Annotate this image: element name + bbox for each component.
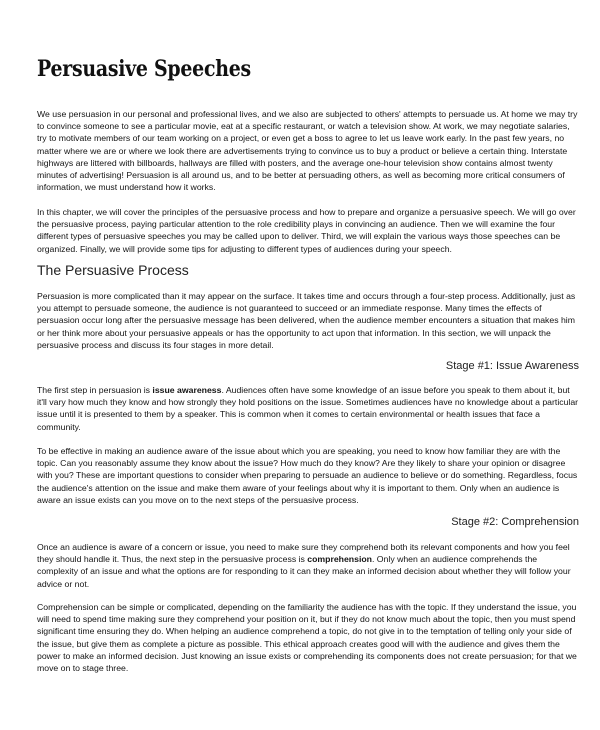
issue-awareness-term: issue awareness — [152, 385, 222, 395]
intro-paragraph-2: In this chapter, we will cover the principles of the persuasive process and how to prepare and organize a persuasive speech. We will go over the persuasive process, paying particular attention to the role credibility plays in convincing an audience. Then we will examine the four different types of persuasive speeches you may be called upon to deliver. Third, we will explain the various ways those speeches can be organized. Finally, we will provide some tips for adjusting to different types of audiences during your speech. — [37, 207, 576, 254]
process-paragraph-1: Persuasion is more complicated than it may appear on the surface. It takes time and occurs through a four-step process. Additionally, just as you attempt to persuade someone, the audience is not guaranteed to succeed or an immediate response. Many times the effects of persuasion occur long after the persuasive message has been delivered, when the audience member encounters a situation that makes him or her think more about your persuasive appeals or has the opportunity to act upon that information. In this section, we will unpack the persuasive process and discuss its four stages in more detail. — [37, 291, 576, 350]
comprehension-term: comprehension — [307, 554, 372, 565]
stage-2-paragraph-1: Once an audience is aware of a concern or issue, you need to make sure they comprehend both its relevant components and how you feel they should handle it. Thus, the next step in the persuasive process is comprehension. Only when an audience comprehends the complexity of an issue and what the options are for responding to it can they make an informed decision about whether they will follow your advice or not. — [37, 542, 571, 589]
stage-1-paragraph-2: To be effective in making an audience aware of the issue about which you are speaking, you need to know how familiar they are with the topic. Can you reasonably assume they know about the issue? How much do they know? Are they likely to share your opinion or disagree with you? These are important questions to consider when preparing to persuade an audience to believe or do something. Regardless, focus the audience's attention on the issue and make them aware of your feelings about why it is important to them. Only when an audience is aware an issue exists can you move on to the next steps of the persuasive process. — [37, 446, 578, 505]
stage-1-paragraph-1: The first step in persuasion is issue awareness. Audiences often have some knowledge of an issue before you speak to them about it, but it'll vary how much they know and how strongly they hold positions on the issue. Sometimes audiences have no knowledge about a particular issue until it is presented to them by a speaker. This is common when it comes to certain environmental or health issues that face a community. — [37, 385, 579, 432]
stage-1-heading: Stage #1: Issue Awareness — [445, 360, 579, 372]
section-heading-persuasive-process: The Persuasive Process — [37, 262, 189, 278]
page-title: Persuasive Speeches — [37, 56, 251, 82]
intro-paragraph-1: We use persuasion in our personal and professional lives, and we also are subjected to others' attempts to persuade us. At home we may try to convince someone to see a particular movie, eat at a specific restaurant, or watch a television show. At work, we may negotiate salaries, try to motivate members of our team working on a project, or even get a boss to agree to let us leave work early. In the past few years, no matter where we are or where we look there are advertisements trying to convince us to buy a product or believe a certain thing. Interstate highways are littered with billboards, hallways are filled with posters, and the average one-hour television show contains almost twenty minutes of advertising! Persuasion is all around us, and to be better at persuading others, as well as becoming more critical consumers of information, we must understand how it works. — [37, 109, 578, 193]
stage-2-paragraph-2: Comprehension can be simple or complicated, depending on the familiarity the audience has with the topic. If they understand the issue, you will need to spend time making sure they comprehend your position on it, but if they do not know much about the topic, then you must spend significant time ensuring they do. When helping an audience comprehend a topic, do not give in to the temptation of telling only your side of the issue, but give them as complete a picture as possible. This ethical approach creates good will with the audience and gives them the power to make an informed decision. Just knowing an issue exists or comprehending its components does not create persuasion; for that we move on to stage three. — [37, 602, 577, 674]
stage-2-heading: Stage #2: Comprehension — [451, 516, 579, 528]
